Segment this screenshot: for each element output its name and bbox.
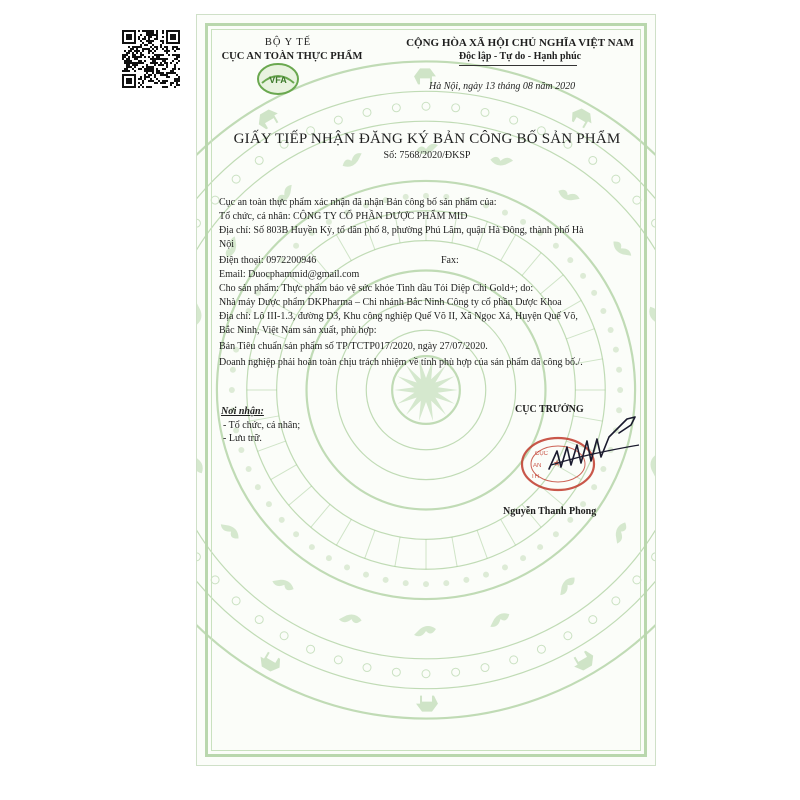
svg-text:TH: TH [531,474,539,480]
body-line: Email: Duocphammid@gmail.com [219,269,360,280]
document-title: GIẤY TIẾP NHẬN ĐĂNG KÝ BẢN CÔNG BỐ SẢN PHẨM [233,131,621,147]
body-line: Nội [219,239,234,250]
document-number: Số: 7568/2020/ĐKSP [383,150,471,161]
agency-name: CỤC AN TOÀN THỰC PHẨM [221,51,363,62]
body-line: Nhà máy Dược phẩm DKPharma – Chi nhánh Bắc Ninh Công ty cổ phần Dược Khoa [219,297,562,308]
body-line: Tổ chức, cá nhân: CÔNG TY CỔ PHẦN DƯỢC PHẨM MID [219,211,468,222]
fax-line: Fax: [441,255,459,266]
svg-text:CỤC: CỤC [535,451,548,457]
signatory-title: CỤC TRƯỞNG [515,404,584,415]
recipients-label: Nơi nhận: [221,406,264,417]
body-line: Doanh nghiệp phải hoàn toàn chịu trách nhiệm về tính phù hợp của sản phẩm đã công bố./. [219,357,583,368]
recipient-item: - Tổ chức, cá nhân; [223,420,301,431]
national-motto: Độc lập - Tự do - Hạnh phúc [458,51,582,62]
country-name: CỘNG HÒA XÃ HỘI CHỦ NGHĨA VIỆT NAM [406,37,634,49]
certificate [196,14,656,766]
body-line: Địa chỉ: Lô III-1.3, đường D3, Khu công nghiệp Quế Võ II, Xã Ngọc Xá, Huyện Quế Võ, [219,311,578,322]
body-line: Bản Tiêu chuẩn sản phẩm số TP/TCTP017/2020, ngày 27/07/2020. [219,341,488,352]
qr-code-icon [122,30,180,88]
signer-name: Nguyễn Thanh Phong [503,506,597,517]
svg-text:AN: AN [533,463,542,469]
body-line: Cho sản phẩm: Thực phẩm bảo vệ sức khỏe Tinh dầu Tỏi Diệp Chi Gold+; do: [219,283,534,294]
body-line: Bắc Ninh, Việt Nam sản xuất, phù hợp: [219,325,377,336]
phone-line: Điện thoại: 0972200946 [219,255,317,266]
issue-date: Hà Nội, ngày 13 tháng 08 năm 2020 [429,81,576,92]
body-line: Địa chỉ: Số 803B Huyền Kỳ, tổ dân phố 8, phường Phú Lãm, quận Hà Đông, thành phố Hà [219,225,584,236]
motto-underline [459,65,577,66]
vfa-logo-icon [256,61,300,97]
ministry-name: BỘ Y TẾ [264,37,312,48]
body-line: Cục an toàn thực phẩm xác nhận đã nhận Bản công bố sản phẩm của: [219,197,497,208]
svg-text:★: ★ [553,458,562,468]
handwritten-signature [527,407,656,487]
svg-text:VFA: VFA [269,75,287,85]
recipient-item: - Lưu trữ. [223,433,262,444]
